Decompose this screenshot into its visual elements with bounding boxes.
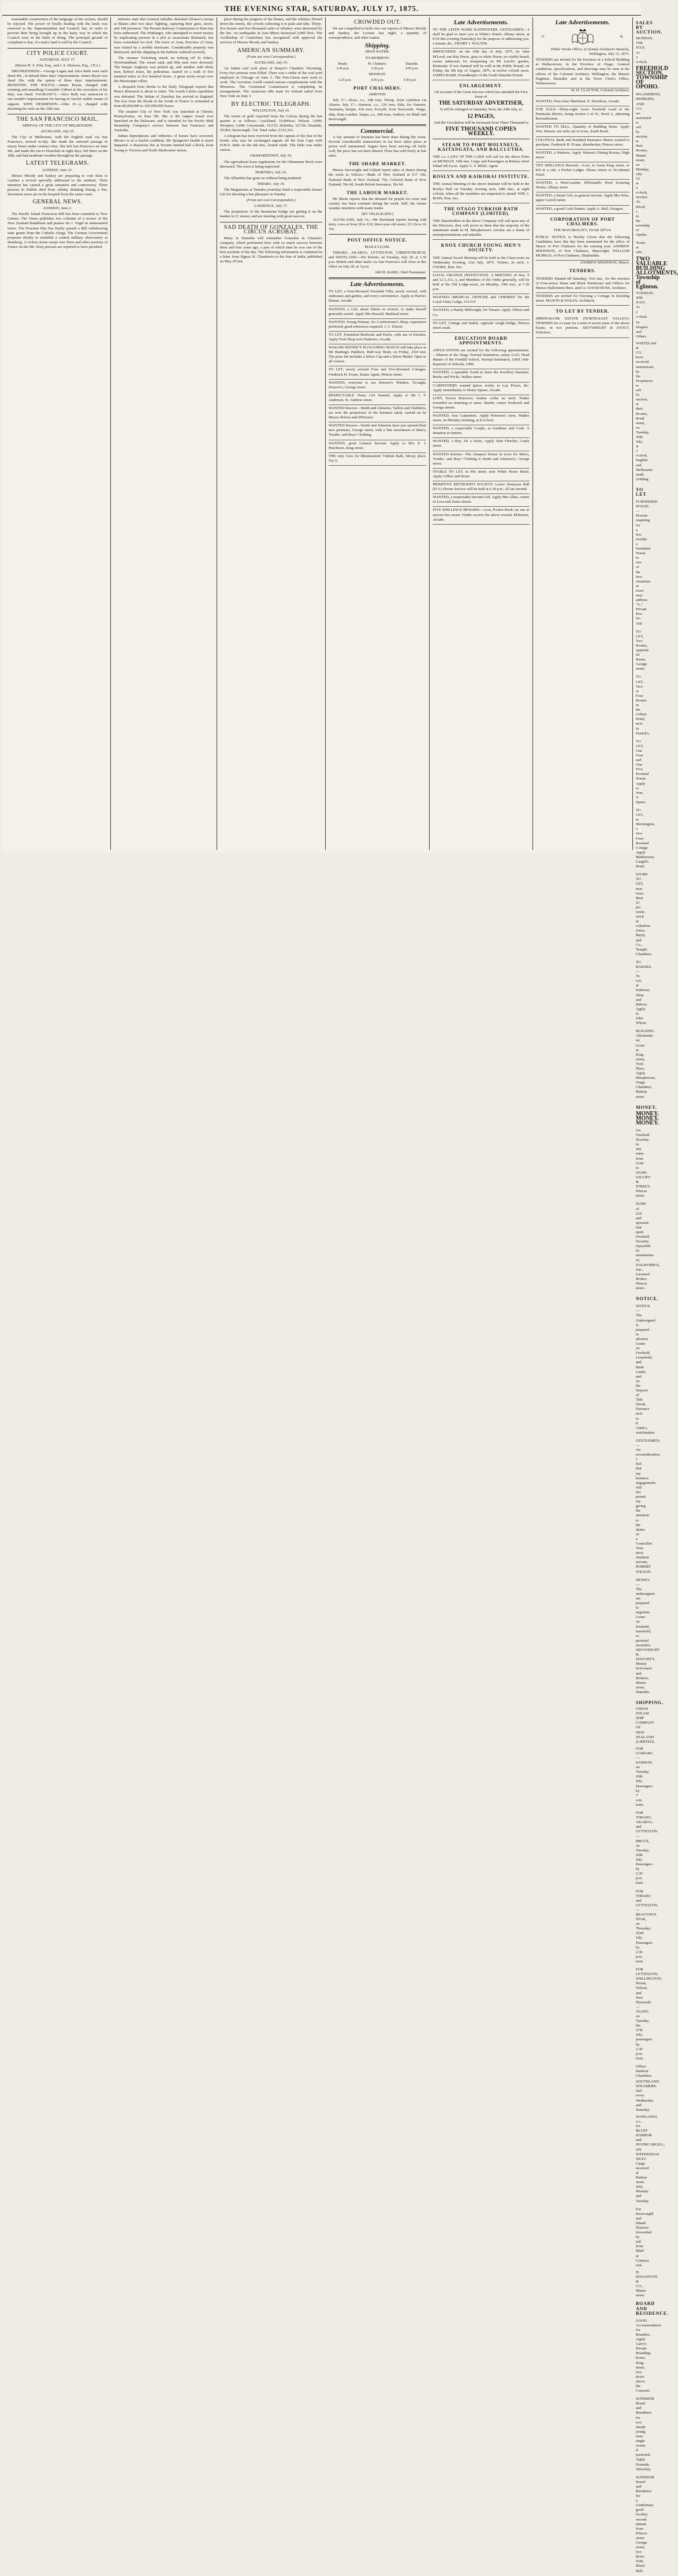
advertisement: WANTED, a Handy Millwright, for Timaru. Apply Officer and Co. <box>433 307 529 320</box>
advertisement: WANTED, Young Woman, for Confectioner's Shop; experience preferred; good references required. J. C. Kitson. <box>329 319 426 332</box>
pw-office: Public Works Office, (Colonial Architect's Branch), Wellington, July 15, 1875. <box>550 47 629 57</box>
court-bench: (Before H. S. Fish, Esq., and J. S. Hickson, Esq., J.P.'s.) <box>15 63 100 68</box>
late-ads-heading: Late Advertisements. <box>555 19 610 26</box>
lawrence-text: The proprietors of the Beaumont bridge are getting it on the market in £1 shares, and are meeting with great success. <box>219 210 322 219</box>
column-1 <box>5 17 111 850</box>
tide-row: 2.40 p.m. 3.20 p.m. 4.05 p.m. <box>336 66 419 70</box>
telegrams-heading: LATEST TELEGRAMS. <box>26 160 90 167</box>
mail-report: The City of Melbourne, with the English mail via San Francisco, arrived to-day. She made the outward passage in ninety hours under contract time. She left San Francisco on June 9th, and made the run to Honolulu in eight days; left there on the 18th, and had moderate weather throughout the passage. <box>8 135 108 158</box>
arrived-label: ARRIVED. <box>368 92 387 97</box>
gonzales-text: Many in Dunedin will remember Gonzales in Chiarini's company, which performed here with so much success between three and four years ago, a part of which time he was one of the best acrobats of the day. The following information is contained in a letter from Signor St. Chamberio to the Star of India, published on May 29 last. <box>219 236 322 264</box>
advertisement: WANTED—MEDICAL OFFICER and CHEMIST for the Loyal Unity Lodge, I.O.O.F. <box>433 294 529 307</box>
timaru-text: The Magistrates at Temuka yesterday fined a respectable farmer £20 for shooting a hen pheasant on Sunday. <box>219 188 322 197</box>
telegrams-report: Messrs Moody and Sankey are preparing to visit Eton to conduct a revival specially addressed to the students. Their intention has caused a great sensation and controversy. Three persons in Dublin died from whisky drinking during a fire. Seventeen more are in the hospital from the same cause. <box>8 173 108 196</box>
tide-table <box>329 62 426 71</box>
gonzales-heading: SAD DEATH OF GONZALES, THE CIRCUS ACROBAT. <box>223 224 318 235</box>
advertisement: TENDERS are invited for Erecting a Cottage in Dowling street. MASON & WALES, Architects. <box>536 293 629 306</box>
divider <box>329 234 426 235</box>
column-3 <box>217 17 326 850</box>
mail-heading: THE SAN FRANCISCO MAIL. <box>16 116 99 123</box>
advertisement: WANTED Known—Smith and Johnston have just opened their new premises, George street, with a fine assortment of Men's, Youths', and Boys' Clothing. <box>329 422 426 440</box>
advertisement-tenders: TENDERS are invited for the Erection of a School Building at Wallacetown, in the Province of Otago. General conditions, specifications, and drawings may be seen at the offices of the Colonial Architect, Wellington; the District Engineer, Dunedin; and at the Town Clerk's Office, Wallacetown. <box>536 57 629 88</box>
commercial-heading: Commercial. <box>360 127 394 135</box>
tomorrow-label: TO-MORROW. <box>365 55 390 60</box>
hokitika-dateline: HOKITIKA, July 16. <box>255 170 287 175</box>
advertisement: THE only Cure for Rheumatism! Turkish Bath, Moray place. Try it. <box>329 453 426 466</box>
advertisement: WANTED, a reputable Youth to learn the Jewellery business. Bezby and Wicks, Walker street. <box>433 369 529 382</box>
advertisement-turkish-bath: THE Shareholders in the above Company will call upon any of the Directors, they will prove to them that the majority of the statements made in M. Macpherson's circular are a tissue of misrepresentations and untruths. <box>433 218 529 240</box>
education-heading: EDUCATION BOARD APPOINTMENTS. <box>455 335 508 346</box>
royal-crest-icon <box>570 28 595 46</box>
advertisement: WANTED, a good Cook Painter. Apply A. Hall, Octagon. <box>536 206 629 214</box>
advertisement-education: APPLICATIONS are invited for the following appointments:—Matron of the Otago Normal Institution, salary £125; Head Master of the Fernhill School, Normal Institution, £450; Sub-Inspector of Schools, £400. <box>433 347 529 369</box>
lawrence-dateline: LAWRENCE, July 17. <box>254 204 288 209</box>
advertisement: WANTED, First-class Machinist. E. Davidson, Arcade. <box>536 98 629 106</box>
advertisement: WANTED, a Boy, for a Dairy. Apply John Fletcher, Castle street. <box>433 438 529 451</box>
advertisement: WANTED TO SELL, Quantity of Building Stone. Apply Wm. Bissett, one mile out of town, South Road. <box>536 124 629 136</box>
advertisement: WANTED Known—The cheapest House in town for Men's, Youths', and Boys' Clothing is Smith and Johnston's, George street. <box>433 451 529 469</box>
port-text: July 17.—Rose, s.s., 108 tons, Worsp, from Lyttelton via Akaroa. July 17.—Samson, s.s., 124 tons, Edie, for Oamaru. Tasmania, barque, 436 tons, Forsyth, from Newcastle. Otago, ship, from London. Taupo, s.s., 460 tons, Andrew, for Bluff and Invercargill. <box>328 98 427 121</box>
court-heading: CITY POLICE COURT. <box>27 50 89 57</box>
mail-dateline: AUCKLAND, July 16. <box>40 129 74 133</box>
columns <box>5 17 678 2573</box>
advertisement-walter: TO THE LEITH WARD RATEPAYERS. GENTLEMEN,—I shall be glad to meet you at White's Hotels Albany street, at 8.30 this evening (Saturday) for the purpose of addressing you. I remain, &c., HENRY J. WALTER. <box>433 27 529 49</box>
circulation-count: FIVE THOUSAND COPIES WEEKLY. <box>445 125 517 137</box>
grahamstown-dateline: GRAHAMSTOWN, July 16. <box>249 154 292 158</box>
advertisement-loyal-orange: LOYAL ORANGE INSTITUTION. A MEETING of Nos. 9 and 12 L.O.L.'s, and Members of the Order generally, will be held at the Old Lodge-room, on Monday, 19th inst., at 7.30 p.m. <box>433 272 529 294</box>
clayton-signature: W. H. CLAYTON, Colonial Architect. <box>571 88 629 92</box>
general-news-heading: GENERAL NEWS. <box>32 199 83 206</box>
divider <box>329 124 426 126</box>
port-chalmers-corp-heading: CORPORATION OF PORT CHALMERS. <box>550 216 615 227</box>
advertisement: TO LET, a Four-Roomed Verandah Villa, newly erected, with outhouses and garden, and every convenience. Apply at Harris's Bazaar, Arcade. <box>329 288 426 306</box>
advertisement: RESPECTABLE Nurse Girl Wanted. Apply to Mr J. F. Anderson, St. Andrew street. <box>329 392 426 405</box>
advertisement-public-notice: PUBLIC NOTICE is Hereby Given that the following Candidates have this day been nominated for the office of Mayor of Port Chalmers for the ensuing year. ANDREW M'KINNON, of Port Chalmers, Shipwright. WILLIAM MURRAY, of Port Chalmers, Shipbuilder. <box>536 234 629 261</box>
share-market-heading: THE SHARE MARKET. <box>348 161 407 167</box>
crowded-out-text: We are compelled to hold over our reports of Messrs Moody and Sankey, the Lecture last night, a quantity of correspondence, and other matter. <box>328 27 427 40</box>
advertisement-impounded: IMPOUNDED, on the 16th day of July, 1875, by John M'Leod, one Bay Horse, grey or white Horse; no visible brand; owner unknown; for trespassing on Mr Leech's garden, Peninsula. If not claimed will be sold at the Public Pound, on Friday, the 6th day of August, 1875, at twelve o'clock noon. JAMES BARR, Poundkeeper of the South Dunedin Pound. <box>433 49 529 80</box>
advertisement-steam: THE s.s. LADY OF THE LAKE will sail for the above Ports on MONDAY, 19th inst. Cargo and Passengers at Rattray street Wharf till 4 p.m. Apply G. F. REID, Agent. <box>433 154 529 171</box>
advertisement: WANTED, a Smart Girl, as general servant. Apply Mrs Wise, upper Carroll street. <box>536 192 629 205</box>
advertisement: WANTED, a Girl, about fifteen or sixteen, to make herself generally useful. Apply Mrs Russell, Maitland street. <box>329 306 426 319</box>
saturday-advertiser-title: THE SATURDAY ADVERTISER, <box>438 100 524 107</box>
masthead <box>2 2 641 16</box>
late-ads-list <box>329 288 426 466</box>
american-summary-text: An Indian raid took place at Harper's Chamber, Wyoming. Forty-five persons were killed. There was a strike of the coal yard employés in Chicago on June 3. The Non-Union men went to work. The Governor Axtell caused serious complications with the Mormons. The Centennial Commission is completing its arrangements. The American rifle team for Ireland sailed from New York on June 3. <box>219 66 322 99</box>
tenders-heading: TENDERS. <box>569 268 596 274</box>
knox-heading: KNOX CHURCH YOUNG MEN'S SOCIETY. <box>441 243 521 253</box>
enlargement-text-2: It will be enlarged on Saturday Next, the 24th July, to <box>440 107 522 112</box>
column-4 <box>326 17 430 850</box>
tide-table-monday <box>329 78 426 83</box>
column-7: SALES BY AUCTION. MONDAY, 19th JULY, At 2 o'clock. FREEHOLD SECTION, TOWNSHIP OF OPOHO. M'LANDRESS, HEPBURN, AND CO. are instructed to sell by auction, at their Rooms, Manse street, on Monday, July 19, at 2 o'clock, Section 34, Block 1, in the township of Opoho. Terms at sale. TWO VALUABLE BUILDING ALLOTMENTS, Township of Eglinton. TUESDAY, 20th JULY, At 2 o'clock. To Drapers and Others. WHITELAW & CO. have received instructions by the Proprietors to sell by auction, at their Rooms, Bond street, on Tuesday, 20th July, at 2 o'clock, English and Melbourne made clothing. TO LET FURNISHED HOUSE.—Persons requiring for a few months a furnished House in one of the best situations in town may address "S.," Private Box No 168. TO LET, Two Rooms, opposite Dr Burns, George street. TO LET, Two or Four Rooms in the Gilbert Hotel, next St Patrick's. TO LET, One Four and One Five Roomed House. Apply to Wm. Y. Spiers. TO LET, at Mornington, a nice Four-Roomed Cottage. Apply Mathewson, Cargill's Road. STORE TO LET, near town. Rent £1 per week; stock at valuation. Jones, Bayly, and Co., Temple Chambers. TO BAKERS.—To Let, at Kaikorai, Shop and Bakery. Apply to John Whyte. BUILDING Allotments on Lease at King street, York Place. Apply Macpherson, Otago Chambers, Rattray street. MONEY. MONEY. MONEY. MONEY. On Freehold Security, in any sums from £100 to £4,000. GILLIES & STREET, Princes street. SUMS of £20 and upwards lent upon Freehold Security, repayable by instalments. W. DALRYMPLE, Jun., Licensed Broker, Princes street. NOTICE. NOTICE.—The Undersigned is prepared to advance Loans on Freehold, Leasehold, and Bank Lands, and on the Deposit of Title Deeds. Entrance next to P. Adair's, watchmaker. GENTLEMEN,—On reconsideration, I feel that my business engagements will not permit my giving the attention to the duties of a Councillor. Your most obedient servant, ROBERT WILSON. MONEY.—The undersigned are prepared to negotiate Loans on freehold, leasehold, or personal securities. SIEVWRIGHT & DOUGHTY, Money Scriveners and Brokers, Manse street, Dunedin. SHIPPING. UNION STEAM SHIP COMPANY OF NEW ZEALAND (LIMITED). FOR OAMARU.—SAMSON, on Tuesday, 20th July. Passengers by 7 a.m. train. FOR TIMARU, AKAROA, and LYTTELTON.—BRUCE, on Tuesday, 20th July. Passengers by 2.30 p.m. train. FOR TIMARU and LYTTELTON.—BEAUTIFUL STAR, on Thursday, 22nd July. Passengers by 2.30 p.m. train. FOR LYTTELTON, WELLINGTON, Picton, Nelson, and New Plymouth.—TAUPO, on Tuesday, the 27th July, passengers by 2.30 p.m. train. Office: Harbour Chambers. SOUTHLAND STEAMERS. Sail every Wednesday and Saturday. WANGANUI, s.s., for BLUFF HARBOR and INVERCARGILL, ON WEDNESDAY NEXT. Cargo received at Rattray street Jetty Monday and Tuesday. For Invercargill and Inland Districts forwarded by rail from Bluff at Contract risk. H. HOUGHTON & CO., Manse street. BOARD AND RESIDENCE. GOOD Accommodation for Boarders. Apply Larry's Private Boarding-house, King street, two doors above the Crescent. SUPERIOR Board and Residence for two steady young men; single rooms if preferred. Apply Fernside, Waverley. SUPERIOR Board and Residence for a Gentleman; good locality; second minute from Princes street. George street, two doors from Black Bull. <box>635 20 678 2573</box>
news-continued: place during the progress of the flames, and the whiskey flowed down the streets, the crowds collecting it in pails and tubs. Thirty-five houses and five thousand casks of whiskey were destroyed by the fire. An earthquake in Asia Minor destroyed 2,000 lives. The Archbishop of Canterbury has recognised with approval the services of Messrs Moody and Sankey. <box>219 17 322 45</box>
auckland-market-text: AUCKLAND, July 16.—Mr Buckland reports having sold dairy cows at from £8 to £10; three-year-old steers, £5 10s to £6 10s. <box>328 218 427 232</box>
advertisement: TO LET, newly erected Four and Five-Roomed Cottages. Frederick H. Evans, Estate Agent, Princes street. <box>329 366 426 379</box>
tide-header-row: Heads. Pt. Chalmers. Dunedin. <box>338 62 419 66</box>
general-news-report: The Pacific Island Protection Bill has been extended to New Guinea. The Times publishes two columns of a review of the New Zealand Handbook and praises Sir J. Vogel in unmeasured terms. The Prussian Diet has finally passed a Bill withdrawing state grants from the Catholic clergy. The German Government proposes shortly to establish a central military observatory at Hamburg. A violent storm swept over Paris and other portions of France on the 9th. Sixty persons are reported to have perished. <box>8 212 108 249</box>
port-chalmers-heading: PORT CHALMERS. <box>353 86 402 91</box>
roslyn-heading: ROSLYN AND KAIKORAI INSTITUTE. <box>433 174 530 180</box>
advertisement: WANTED, good General Servant. Apply to Mrs E. J. Hutchison, King street. <box>329 440 426 453</box>
enlargement-text-3: And the Circulation will be increased from Three Thousand to <box>433 120 529 125</box>
advertisement: WANTED, a Waitress. Apply Watson's Dining Rooms, High street. <box>536 150 629 162</box>
to-let-by-tender-heading: TO LET BY TENDER. <box>556 309 610 314</box>
electric-telegraph-heading: BY ELECTRIC TELEGRAPH. <box>231 101 311 107</box>
tide-row: 3.25 p.m. 4.05 p.m. 4.50 p.m. <box>338 78 417 82</box>
mkinnon-signature: ANDREW M'KINNON, Mayor. <box>580 261 629 265</box>
labour-market-heading: THE LABOUR MARKET. <box>347 190 409 195</box>
labour-market-text: Mr Skene reports that the demand for people for town and country has been constant during the week. Still, the winter weather interferes with many trades. <box>328 196 427 210</box>
advertisement: FIVE SHILLINGS REWARD.—Lost, Pocket Book; no use to anyone but owner. Finder receive the above reward. M'Kenzie, Arcade. <box>433 507 529 524</box>
advertisement: COLONIAL Bank and Standard Insurance Shares wanted to purchase. Frederick H. Evans, sharebroker, Princes street. <box>536 137 629 150</box>
correspondent-sub: (From our own Correspondent.) <box>246 198 296 203</box>
advertisement: CARPENTERS wanted (piece work), to Lay Floors, &c. Apply immediately to Henry Spears, Arcade. <box>433 383 529 395</box>
mayoralty-heading: THE MAYORALITY, YEAR 1875-6. <box>553 228 612 232</box>
advertisement: FOR SALE—Thirty-eight Acres Freehold Land in the Peninsula district, being section 2 of 41, block 2, adjoining Ravensbourne. <box>536 106 629 124</box>
electric-dateline: WELLINGTON, July 16. <box>252 108 290 113</box>
advertisement-roslyn: THE Annual Meeting of the above Institute will be held in the Roslyn Hall on Tuesday evening next, 20th inst., at eight o'clock, when all the members are requested to attend. WM. J. ROSS, Hon. Sec. <box>433 181 529 203</box>
advertisement: TO LET, Cottage and Stable, opposite weigh bridge, Princes street south. <box>433 320 529 333</box>
advertisement: WANTED, a respectable Servant Girl. Apply Mrs Allen, corner of Leva and Jones streets. <box>433 494 529 507</box>
commercial-text: A fair amount of business has been done during the week. Several considerable transactions in tea have taken place at prices well maintained. Sugars have been moving off fairly well, the price has not been altered. Flour has sold freely at late rates. <box>328 135 427 158</box>
column-6 <box>533 17 633 850</box>
masthead-title: THE EVENING STAR, SATURDAY, JULY 17, 1875. <box>224 4 419 13</box>
late-ads-heading: Late Advertisements. <box>350 281 405 288</box>
shipping-heading: Shipping. <box>364 42 390 50</box>
divider <box>8 48 107 49</box>
advertisement-knox: THE Annual Social Meeting will be held in the Class-room on Wednesday Evening, 21st July, 1875. Tickets, 2s each. J. COOKE, Hon. Sec. <box>433 255 529 272</box>
advertisement: WANTED, a respectable Couple, as Gardener and Cook. A situation at Station. <box>433 425 529 438</box>
general-news-dateline: LONDON, June 2. <box>43 206 72 211</box>
advertisement: LOST, brown Retriever, leather collar on neck. Finder rewarded on returning to same. Martin, corner Frederick and George streets. <box>433 395 529 413</box>
monday-label: MONDAY. <box>368 72 386 76</box>
american-summary-sub: (From our own Correspondent.) <box>246 54 296 59</box>
electric-text: The return of gold exported from the Colony during the last quarter is as follows:—Auckland, 10,800ozs; Nelson, 3,000; Westport, 5,400; Greymouth, 10,533; Hokitika, 10,726; Dunedin, 29,003; Invercargill, 724. Total value, £312,316. A telegram has been received from the captain of the Star of the South, who says he exchanged signals off the East Cape with H.M.S. Dido on the 6th inst., bound south. The Dido was under canvas. <box>219 114 322 153</box>
column-5 <box>430 17 532 850</box>
crest-letter-v: V. <box>541 35 545 39</box>
advertisement: STABLE TO LET, in Pitt street, near White Horse Hotel. Apply Gillies and Street. <box>433 469 529 481</box>
telegrams-dateline: LONDON, June 21. <box>42 168 73 172</box>
advertisement: TEN SHILLINGS Reward.—Lost, in Great King street, or left in a cab, a Pocket Ledger. Please return to Occidental Hotel. <box>536 162 629 180</box>
post-office-signature: ARCH. BARR, Chief Postmaster. <box>374 270 427 275</box>
pages-count: 12 PAGES, <box>467 113 495 120</box>
lead-article: reasonable construction of the language of the section, should be rejected. The power of finally dealing with the lands was reserved to the Superintendent and Council; but, in order to prevent their being brought up in the hasty way in which the Council were in the habit of doing. The principal ground of complaint is that, if a man's land is sold by the Council... <box>8 17 108 45</box>
enlargement-heading: ENLARGEMENT. <box>459 83 503 89</box>
crest-letter-r: R. <box>620 35 624 39</box>
hokitika-text: The Alhambra has gone on without being tendered. <box>223 176 302 180</box>
grahamstown-text: The agricultural lease regulations for the Ohinemuri block were discussed. The town is being improved. <box>219 159 322 169</box>
high-water-label: HIGH WATER. <box>365 50 390 54</box>
post-office-text: TIMARU, AKAROA, LYTTELTON, CHRISTCHURCH, and WESTLAND.—Per Rotoiti, on Tuesday, July 20, at 1.30 p.m. British and other mails via San Francisco will close at this office on July 28, at 3 p.m. <box>328 250 427 269</box>
advertisement: WAKARI DISTRICT PLOUGHING MATCH will take place in Mr Bunting's Paddock, Half-way Bush, on Friday, 23rd inst. The prize list includes a Silver Cup and a Silver Medal. Open to all comers. <box>329 344 426 366</box>
post-office-heading: POST OFFICE NOTICE. <box>347 237 408 243</box>
divider <box>536 95 629 96</box>
royal-crest-row <box>536 27 629 47</box>
court-date: SATURDAY, JULY 17. <box>39 57 76 62</box>
advertisement: WANTED, four Carpenters. Apply Peterson's store, Walker street, on Monday morning, at 8 o'clock. <box>433 413 529 425</box>
steam-heading: STEAM TO PORT MOLYNEUX, KAITANGATA, AND BALCLUTHA. <box>438 142 524 152</box>
advertisement-springbank: SPRINGBANK ESTATE (NORTH-EAST VALLEY). TENDERS for a Lease for a term of seven years of the above Estate, in two portions. SIEVWRIGHT & STOUT, Solicitors. <box>536 315 629 337</box>
crowded-out-heading: CROWDED OUT. <box>353 19 401 25</box>
court-report: DRUNKENNESS.—George Logan and Alice Ruth were each fined 40s., in default three days' imprisonment. James Bryan was fined 20s, with the option of three days' imprisonment. RESISTING THE POLICE.—James Bryan, charged with resisting and assaulting Constable Gilbert in the execution of his duty, was fined. VAGRANCY.—Alice Ruth was sentenced to one month's imprisonment for having no lawful visible means of support. WIFE DESERTION.—John D—y, charged with deserting his wife on the 16th inst. <box>8 69 108 111</box>
mails-close-label: MAILS CLOSE. <box>364 244 390 249</box>
advertisement: WANTED Known—Smith and Johnston, Tailors and Outfitters, are now the proprietors of the business lately carried on by Messrs Bolton and M'Kenzie. <box>329 405 426 422</box>
american-summary-heading: AMERICAN SUMMARY. <box>237 47 305 54</box>
divider <box>329 277 426 279</box>
newspaper-page <box>2 2 678 2573</box>
mail-subheading: ARRIVAL OF THE CITY OF MELBOURNE. <box>21 123 94 128</box>
late-ads-heading: Late Advertisements. <box>453 19 509 26</box>
news-continued: ministre state that General Saballes defeated Alfonso's troops at Blanes after two days' fighting, capturing their guns, stores, and 140 prisoners. The Persian Railway Commission to Paris has been authorised. The Winkinger, who attempted to extort money by implicating persons in a plot to assassinate Bismarck, has been committed for trial. The town of Aran, Province of Oran, was visited by a terrible hurricane. Considerable property was destroyed, and the shipping in the harbour suffered severely. The steamer Vicksburg struck an iceberg off St John's, Newfoundland. The vessel sank, and fifty men were drowned. The barque Anglesey was picked up, and another with thirty men. Robert Jones, the pedestrian, started on a walk of five hundred miles in five hundred hours. A great storm swept over the Mississippi valley. A despatch from Berlin to the Daily Telegraph reports that Prince Bismarck is about to retire. The fourth Carlist expedition was defeated. The Sultan of Zanzibar has arrived in England. The loss from the floods in the South of France is estimated at from 80,000,000 to 100,000,000 francs. The steamer City of New York was launched at Chester, Pennsylvania, on June 5th. She is the largest vessel ever launched on the Delaware, and is intended for the Pacific Mail Steamship Company's service between San Francisco and Australia. Indian depredations and robberies of horses have occurred. Mexico is in a fearful condition. Mr Spurgeon's health is much impaired. A disastrous fire at Toronto burned half a block, from Young to Victoria and North Sherbourne streets. <box>114 17 214 153</box>
advertisement: TENDERS Wanted till Saturday, 31st inst., for the erection of Four-storey Stone and Brick Warehouse and Offices for Messrs Hallenstein Bros. and Co. DAVID ROSS, Architect. <box>536 276 629 293</box>
by-telegraph: [BY TELEGRAPH.] <box>362 212 394 217</box>
advertisement: WANTED, everyone to see Dreaver's Window. To-night. Dreaver's, George street. <box>329 380 426 392</box>
american-summary-dateline: AUCKLAND, July 16. <box>254 60 288 65</box>
share-market-text: Messrs Sievwright and Gillard report sales of shares during the week as follows:—Bank of New Zealand at £17 18s; National Bank of New Zealand, 70s; Colonial Bank of New Zealand, 39s 6d; South British Insurance, 36s 6d. <box>328 168 427 187</box>
advertisement: PRIMITIVE METHODIST SOCIETY. Lower Tennyson Hall (D.V.) Divine Service will be held at 6.30 p.m. All are invited. <box>433 481 529 494</box>
advertisement: WANTED, a Wool-washer. M'Donald's Wool Scouring Works, Albany street. <box>536 180 629 192</box>
enlargement-text: On account of the Great Success which has attended the First Issue of <box>434 90 528 99</box>
turkish-bath-heading: THE OTAGO TURKISH BATH COMPANY (LIMITED). <box>444 206 519 216</box>
timaru-dateline: TIMARU, July 16. <box>257 181 285 186</box>
advertisement: TO LET, Furnished Bedroom and Parlor, with use of Kitchen. Apply Fruit Shop next Hudson's, Arcade. <box>329 332 426 344</box>
column-2 <box>111 17 217 850</box>
